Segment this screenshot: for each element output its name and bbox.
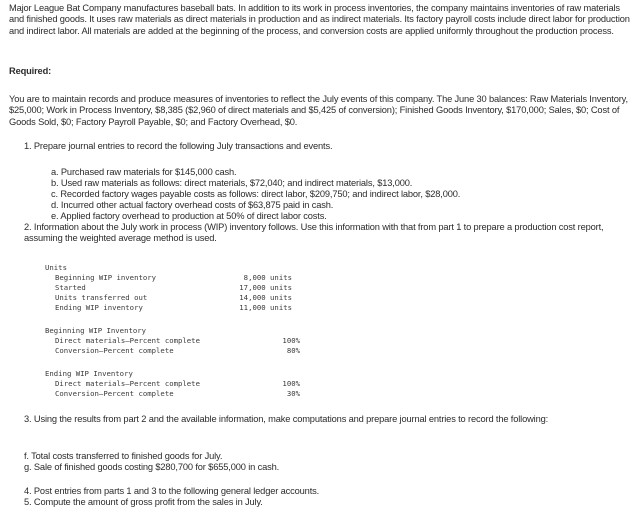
- transaction-d: d. Incurred other actual factory overhead costs of $63,875 paid in cash.: [51, 200, 334, 210]
- units-table-header: Units: [45, 263, 67, 272]
- transaction-g: g. Sale of finished goods costing $280,700 for $655,000 in cash.: [24, 462, 280, 472]
- required-paragraph: You are to maintain records and produce measures of inventories to reflect the July events of this company. The June 30 balances: Raw Materials Inventory, $25,000; Work in Process Inventory, $8,385 ($2,960 of direct materials and $5,425 of conversion); Finished Goods Inventory, $170,000; Sales, $0; Cost of Goods Sold, $0; Factory Payroll Payable, $0; and Factory Overhead, $0.: [9, 94, 628, 127]
- transaction-e: e. Applied factory overhead to production at 50% of direct labor costs.: [51, 211, 327, 221]
- ending-wip-row-label: Direct materials—Percent complete: [55, 379, 200, 388]
- task-5: 5. Compute the amount of gross profit from the sales in July.: [24, 497, 263, 507]
- ending-wip-row-value: 100%: [282, 379, 300, 388]
- ending-wip-header: Ending WIP Inventory: [45, 369, 133, 378]
- ending-wip-row-label: Conversion—Percent complete: [55, 389, 174, 398]
- units-row-label: Ending WIP inventory: [55, 303, 143, 312]
- task-4: 4. Post entries from parts 1 and 3 to the following general ledger accounts.: [24, 486, 320, 496]
- beginning-wip-row-label: Conversion—Percent complete: [55, 346, 174, 355]
- task-2: 2. Information about the July work in process (WIP) inventory follows. Use this information with that from part 1 to prepare a production cost report, assuming the weighted average method is used.: [24, 222, 604, 244]
- beginning-wip-row-value: 100%: [282, 336, 300, 345]
- required-heading: Required:: [9, 66, 52, 76]
- units-row-value: 17,000 units: [239, 283, 292, 292]
- ending-wip-row-value: 30%: [286, 389, 300, 398]
- units-row-value: 8,000 units: [243, 273, 292, 282]
- units-row-value: 11,000 units: [239, 303, 292, 312]
- transaction-f: f. Total costs transferred to finished goods for July.: [24, 451, 223, 461]
- intro-paragraph: Major League Bat Company manufactures baseball bats. In addition to its work in process inventories, the company maintains inventories of raw materials and finished goods. It uses raw materials as direct materials in production and as indirect materials. Its factory payroll costs include direct labor for production and indirect labor. All materials are added at the beginning of the process, and conversion costs are applied uniformly throughout the production process.: [9, 3, 630, 36]
- units-row-label: Started: [55, 283, 86, 292]
- transaction-a: a. Purchased raw materials for $145,000 cash.: [51, 167, 237, 177]
- units-row-label: Units transferred out: [55, 293, 148, 302]
- beginning-wip-header: Beginning WIP Inventory: [45, 326, 147, 335]
- units-row-label: Beginning WIP inventory: [55, 273, 157, 282]
- beginning-wip-row-label: Direct materials—Percent complete: [55, 336, 200, 345]
- transaction-c: c. Recorded factory wages payable costs as follows: direct labor, $209,750; and indirect labor, $28,000.: [51, 189, 461, 199]
- beginning-wip-row-value: 80%: [286, 346, 300, 355]
- task-3: 3. Using the results from part 2 and the available information, make computations and prepare journal entries to record the following:: [24, 414, 549, 424]
- task-1: 1. Prepare journal entries to record the following July transactions and events.: [24, 141, 333, 151]
- units-row-value: 14,000 units: [239, 293, 292, 302]
- transaction-b: b. Used raw materials as follows: direct materials, $72,040; and indirect materials, $13,000.: [51, 178, 413, 188]
